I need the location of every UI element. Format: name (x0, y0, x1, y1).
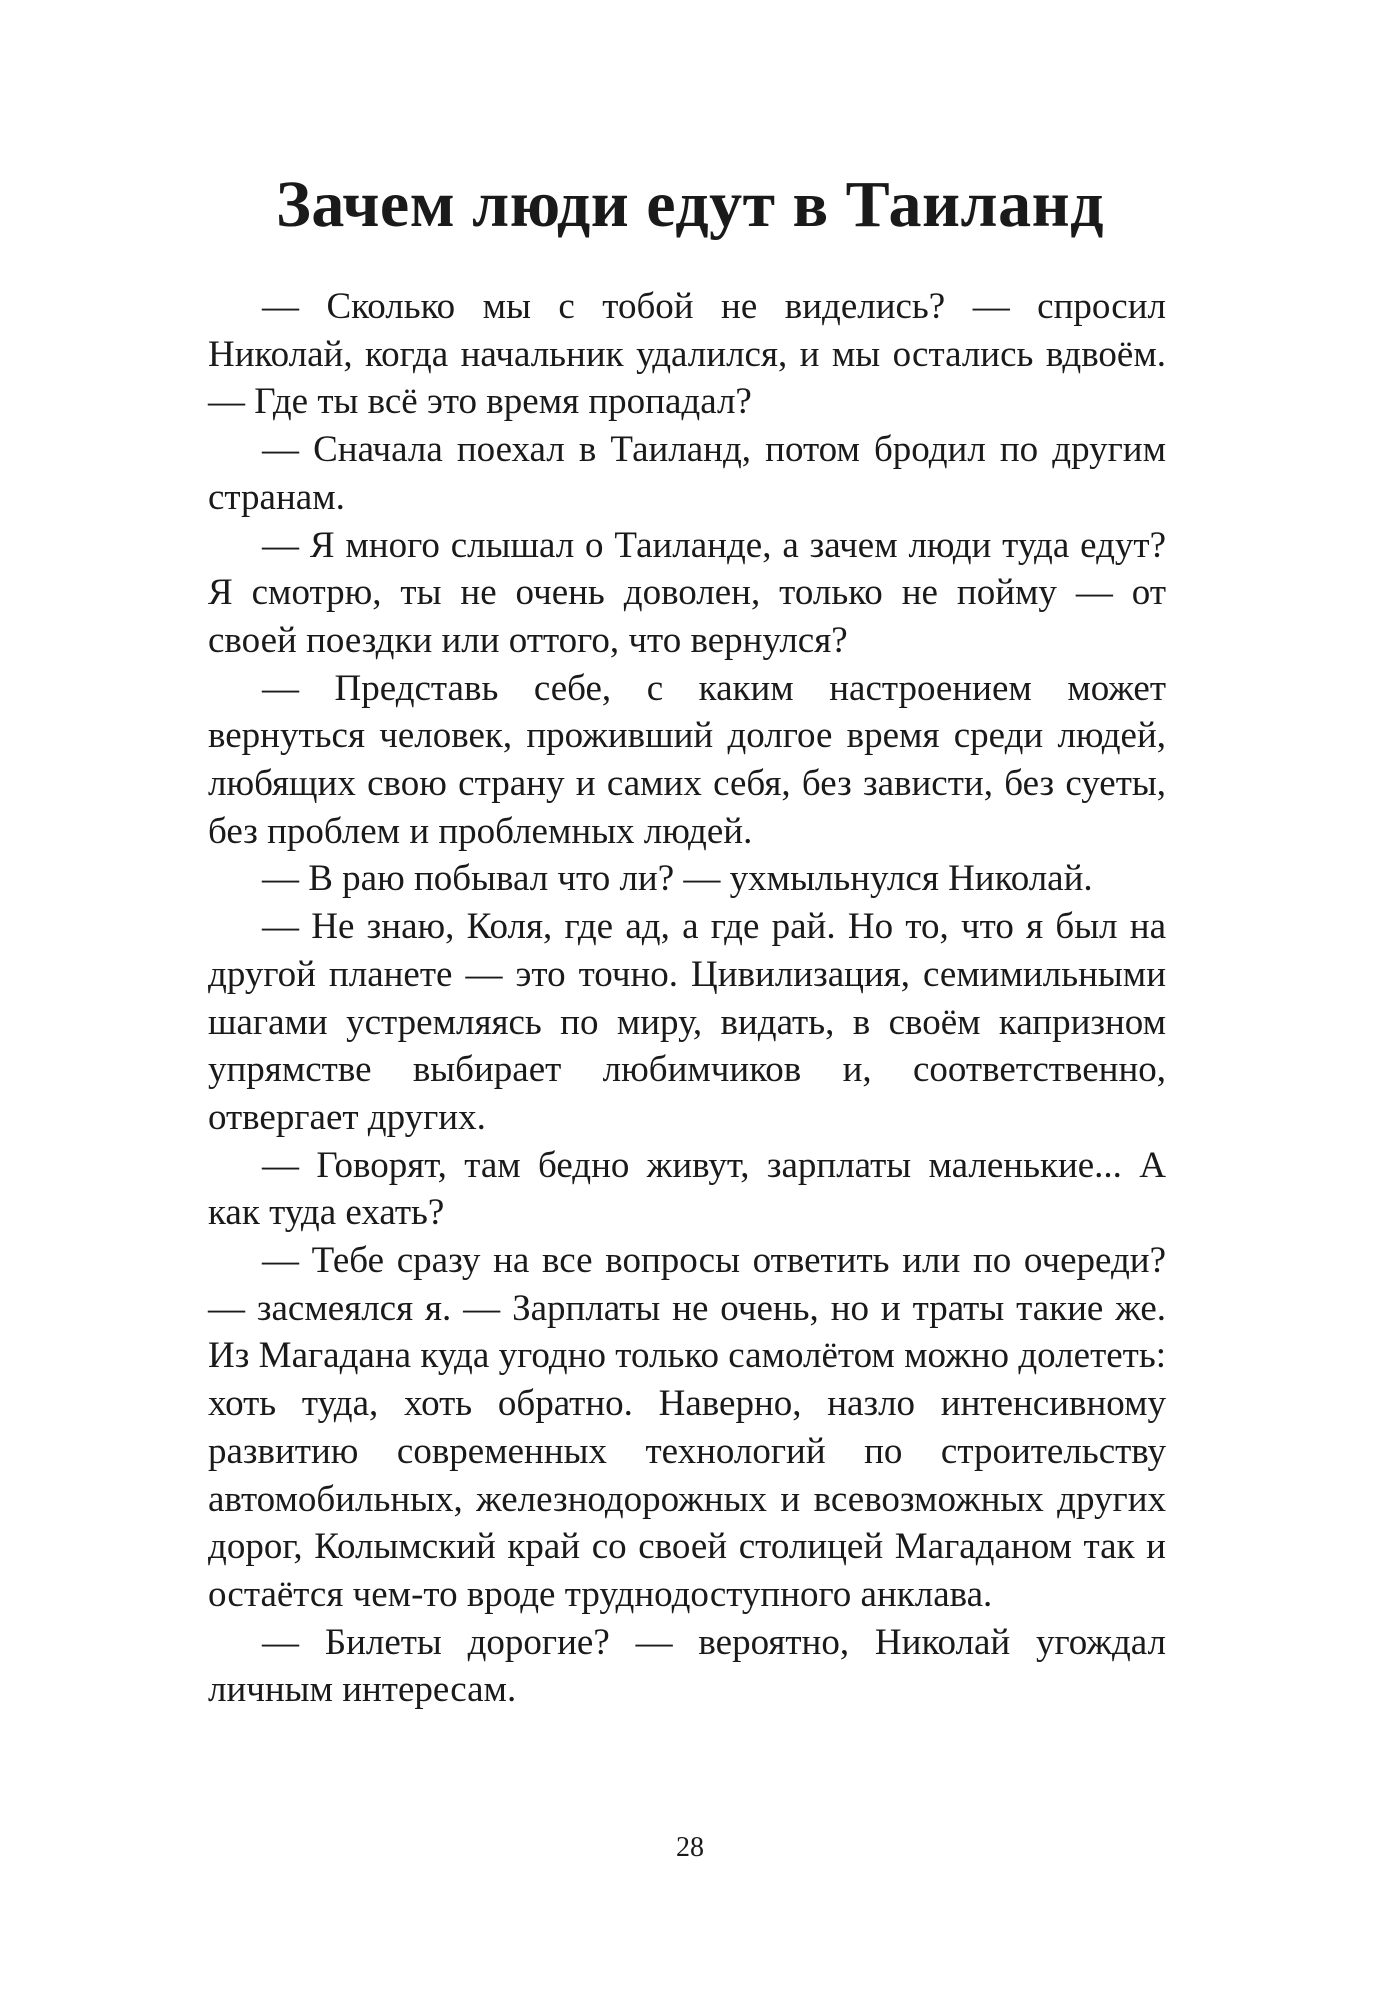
paragraph: — Билеты дорогие? — вероятно, Николай угождал личным интересам. (208, 1621, 1166, 1711)
paragraph: — Представь себе, с каким настроением может вернуться человек, проживший долгое время среди людей, любящих свою страну и самих себя, без зависти, без суеты, без проблем и проблемных людей. (208, 667, 1166, 852)
paragraph: — Не знаю, Коля, где ад, а где рай. Но то, что я был на другой планете — это точно. Цивилизация, семимильными шагами устремляясь по миру, видать, в своём капризном упрямстве выбирает любимчиков и, соответственно, отвергает других. (208, 906, 1166, 1138)
chapter-title: Зачем люди едут в Таиланд (276, 168, 1104, 241)
paragraph: — Я много слышал о Таиланде, а зачем люди туда едут? Я смотрю, ты не очень доволен, только не пойму — от своей поездки или оттого, что вернулся? (208, 524, 1166, 661)
chapter-body (208, 283, 1166, 1714)
paragraph: — Говорят, там бедно живут, зарплаты маленькие... А как туда ехать? (208, 1144, 1166, 1234)
paragraph: — Сначала поехал в Таиланд, потом бродил по другим странам. (208, 429, 1166, 518)
page-number: 28 (676, 1832, 704, 1863)
paragraph: — В раю побывал что ли? — ухмыльнулся Николай. (262, 858, 1093, 900)
paragraph: — Сколько мы с тобой не виделись? — спросил Николай, когда начальник удалился, и мы остались вдвоём. — Где ты всё это время пропадал? (208, 286, 1166, 423)
paragraph: — Тебе сразу на все вопросы ответить или по очереди? — засмеялся я. — Зарплаты не очень, но и траты такие же. Из Магадана куда угодно только самолётом можно долететь: хоть туда, хоть обратно. Наверно, назло интенсивному развитию современных технологий по строительству автомобильных, железнодорожных и всевозможных других дорог, Колымский край со своей столицей Магаданом так и остаётся чем-то вроде труднодоступного анклава. (208, 1240, 1166, 1615)
